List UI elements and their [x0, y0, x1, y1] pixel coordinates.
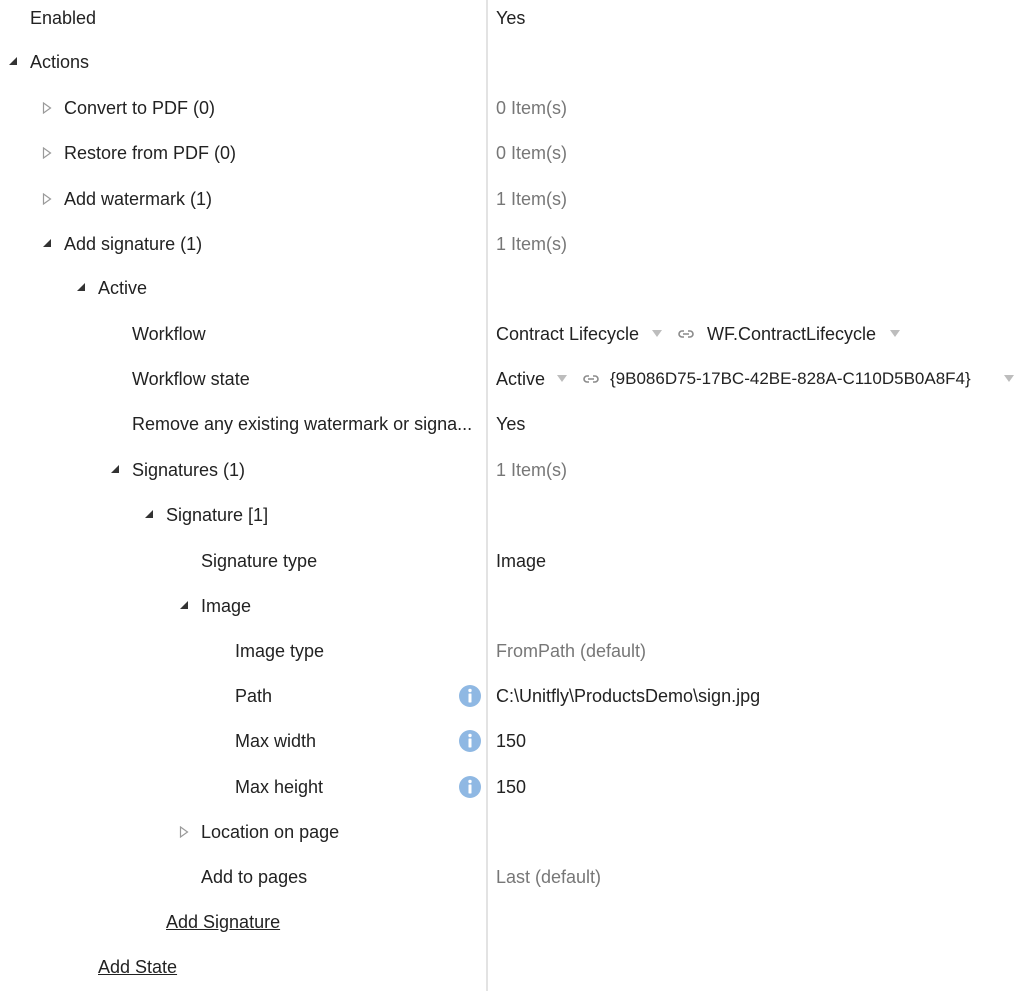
property-label: Max width [235, 731, 317, 751]
row-image-type[interactable] [0, 636, 1024, 666]
row-enabled[interactable] [0, 3, 1024, 33]
property-value[interactable]: Image [496, 551, 547, 571]
row-signature-type[interactable] [0, 546, 1024, 576]
expand-arrow-icon[interactable] [42, 93, 56, 123]
info-icon[interactable] [458, 684, 482, 708]
collapse-arrow-icon[interactable] [8, 47, 22, 77]
row-remove-existing[interactable] [0, 409, 1024, 439]
collapse-arrow-icon[interactable] [42, 229, 56, 259]
expand-arrow-icon[interactable] [42, 184, 56, 214]
property-value: 1 Item(s) [496, 460, 568, 480]
property-label: Active [98, 278, 148, 298]
property-label: Workflow state [132, 369, 250, 389]
row-convert-to-pdf[interactable] [0, 93, 1024, 123]
property-value[interactable]: 150 [496, 731, 527, 751]
property-value[interactable]: 150 [496, 777, 527, 797]
row-path[interactable] [0, 681, 1024, 711]
row-add-watermark[interactable] [0, 184, 1024, 214]
property-value[interactable]: Yes [496, 8, 526, 28]
property-label: Location on page [201, 822, 340, 842]
collapse-arrow-icon[interactable] [76, 273, 90, 303]
property-label: Add signature (1) [64, 234, 203, 254]
property-value: 1 Item(s) [496, 234, 568, 254]
property-label: Enabled [30, 8, 97, 28]
property-label: Signature [1] [166, 505, 269, 525]
row-max-height[interactable] [0, 772, 1024, 802]
row-location-on-page[interactable] [0, 817, 1024, 847]
add-signature-link[interactable]: Add Signature [166, 912, 281, 932]
dropdown-arrow-icon[interactable] [890, 330, 900, 337]
row-restore-from-pdf[interactable] [0, 138, 1024, 168]
expand-arrow-icon[interactable] [179, 817, 193, 847]
row-workflow-state[interactable] [0, 364, 1024, 394]
property-label: Path [235, 686, 273, 706]
row-active[interactable] [0, 273, 1024, 303]
info-icon[interactable] [458, 729, 482, 753]
row-add-state-link [0, 952, 1024, 982]
property-label: Restore from PDF (0) [64, 143, 237, 163]
property-label: Actions [30, 52, 90, 72]
property-value: 1 Item(s) [496, 189, 568, 209]
row-signature-1[interactable] [0, 500, 1024, 530]
add-state-link[interactable]: Add State [98, 957, 178, 977]
workflow-alias-value[interactable]: WF.ContractLifecycle [707, 324, 877, 344]
property-label: Add watermark (1) [64, 189, 213, 209]
property-label: Signatures (1) [132, 460, 246, 480]
row-max-width[interactable] [0, 726, 1024, 756]
property-label: Image [201, 596, 252, 616]
collapse-arrow-icon[interactable] [110, 455, 124, 485]
property-label: Remove any existing watermark or signa... [132, 414, 473, 434]
row-add-signature-link [0, 907, 1024, 937]
workflow-dropdown-value[interactable]: Contract Lifecycle [496, 324, 640, 344]
link-icon [677, 327, 695, 341]
dropdown-arrow-icon[interactable] [652, 330, 662, 337]
property-value[interactable]: Yes [496, 414, 526, 434]
workflow-state-alias-value[interactable]: {9B086D75-17BC-42BE-828A-C110D5B0A8F4} [610, 369, 971, 388]
property-value[interactable]: Last (default) [496, 867, 602, 887]
link-icon [582, 372, 600, 386]
row-image[interactable] [0, 591, 1024, 621]
property-label: Convert to PDF (0) [64, 98, 216, 118]
property-value: 0 Item(s) [496, 143, 568, 163]
row-actions[interactable] [0, 47, 1024, 77]
dropdown-arrow-icon[interactable] [1004, 375, 1014, 382]
property-label: Signature type [201, 551, 318, 571]
collapse-arrow-icon[interactable] [179, 591, 193, 621]
dropdown-arrow-icon[interactable] [557, 375, 567, 382]
row-add-to-pages[interactable] [0, 862, 1024, 892]
row-add-signature[interactable] [0, 229, 1024, 259]
property-label: Image type [235, 641, 325, 661]
property-value[interactable]: FromPath (default) [496, 641, 647, 661]
info-icon[interactable] [458, 775, 482, 799]
property-value: 0 Item(s) [496, 98, 568, 118]
property-label: Workflow [132, 324, 206, 344]
property-value[interactable]: C:\Unitfly\ProductsDemo\sign.jpg [496, 686, 761, 706]
expand-arrow-icon[interactable] [42, 138, 56, 168]
row-signatures[interactable] [0, 455, 1024, 485]
collapse-arrow-icon[interactable] [144, 500, 158, 530]
property-label: Add to pages [201, 867, 308, 887]
property-label: Max height [235, 777, 324, 797]
workflow-state-dropdown-value[interactable]: Active [496, 369, 546, 389]
row-workflow[interactable] [0, 319, 1024, 349]
